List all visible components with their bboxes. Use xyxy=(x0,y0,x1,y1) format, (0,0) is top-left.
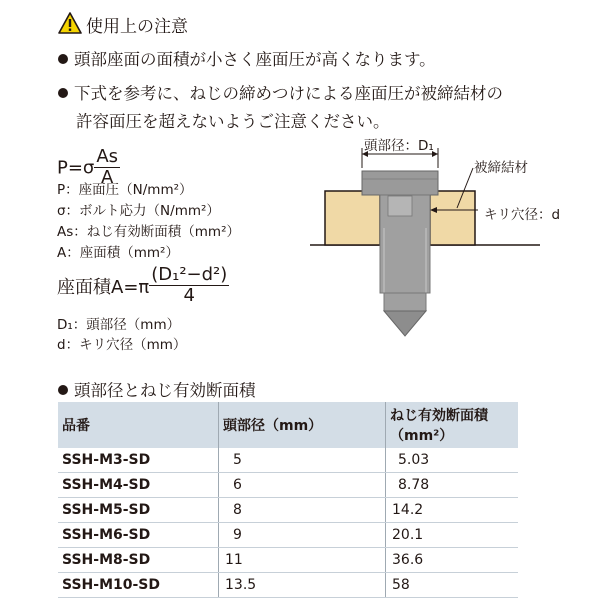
formula-area-fraction xyxy=(149,266,229,306)
def2-line-2: d：キリ穴径（mm） xyxy=(57,337,187,353)
bullet-dot xyxy=(58,385,68,395)
col-header-part-number: 品番 xyxy=(58,402,219,448)
label-fastened-material: 被締結材 xyxy=(474,160,528,176)
formula-area-lhs: 座面積A=π xyxy=(57,276,150,298)
def-line-3: As：ねじ有効断面積（mm²） xyxy=(57,224,240,240)
cell-part-number: SSH-M6-SD xyxy=(58,523,219,548)
warning-icon xyxy=(58,12,82,34)
cell-part-number: SSH-M10-SD xyxy=(58,573,219,598)
cell-head-diameter: 8 xyxy=(219,498,386,523)
material-block-right xyxy=(430,191,475,245)
table-row xyxy=(58,523,518,548)
def-line-2: σ：ボルト応力（N/mm²） xyxy=(57,203,220,219)
bolt-diagram xyxy=(310,138,600,348)
material-block-left xyxy=(325,191,380,245)
cell-head-diameter: 13.5 xyxy=(219,573,386,598)
cell-thread-area: 20.1 xyxy=(386,523,519,548)
caution-bullet-2-text: 下式を参考に、ねじの締めつけによる座面圧が被締結材の xyxy=(74,84,503,103)
cell-part-number: SSH-M3-SD xyxy=(58,448,219,473)
cell-head-diameter: 9 xyxy=(219,523,386,548)
col-header-head-diameter: 頭部径（mm） xyxy=(219,402,386,448)
spec-table xyxy=(58,402,518,598)
formula-pressure-numerator: As xyxy=(96,146,119,167)
def-line-1: P：座面圧（N/mm²） xyxy=(57,182,193,198)
bolt-tip-collar xyxy=(384,293,426,311)
table-row xyxy=(58,573,518,598)
cell-part-number: SSH-M8-SD xyxy=(58,548,219,573)
table-row xyxy=(58,548,518,573)
cell-thread-area: 5.03 xyxy=(386,448,519,473)
table-row xyxy=(58,448,518,473)
bolt-head xyxy=(362,171,438,195)
table-title-text: 頭部径とねじ有効断面積 xyxy=(74,381,256,400)
table-header-row xyxy=(58,402,518,448)
formula-pressure-denominator: A xyxy=(101,166,114,188)
bullet-dot xyxy=(58,54,68,64)
col-header-thread-area: ねじ有効断面積（mm²） xyxy=(386,402,519,448)
caution-bullet-2-cont: 許容面圧を超えないようご注意ください。 xyxy=(76,112,390,131)
formula-area xyxy=(57,266,229,306)
caution-bullet-2 xyxy=(58,80,503,104)
cell-head-diameter: 5 xyxy=(219,448,386,473)
table-row xyxy=(58,473,518,498)
cell-thread-area: 58 xyxy=(386,573,519,598)
formula-area-numerator: (D₁²−d²) xyxy=(151,264,228,285)
formula-area-denominator: 4 xyxy=(183,284,195,306)
label-head-diameter: 頭部径：D₁ xyxy=(364,138,434,154)
hex-socket-overlay xyxy=(388,196,412,216)
label-hole-diameter: キリ穴径：d xyxy=(484,207,561,223)
cell-part-number: SSH-M4-SD xyxy=(58,473,219,498)
cell-head-diameter: 6 xyxy=(219,473,386,498)
formula-pressure-lhs: P=σ xyxy=(57,157,95,179)
cell-thread-area: 8.78 xyxy=(386,473,519,498)
def-line-4: A：座面積（mm²） xyxy=(57,245,179,261)
caution-bullet-1-text: 頭部座面の面積が小さく座面圧が高くなります。 xyxy=(74,50,436,69)
bullet-dot xyxy=(58,88,68,98)
bolt-point xyxy=(384,311,426,336)
table-title xyxy=(58,377,256,401)
def2-line-1: D₁：頭部径（mm） xyxy=(57,317,181,333)
cell-thread-area: 14.2 xyxy=(386,498,519,523)
table-row xyxy=(58,498,518,523)
cell-head-diameter: 11 xyxy=(219,548,386,573)
caution-bullet-1 xyxy=(58,46,436,70)
cell-thread-area: 36.6 xyxy=(386,548,519,573)
caution-title: 使用上の注意 xyxy=(86,17,188,37)
cell-part-number: SSH-M5-SD xyxy=(58,498,219,523)
